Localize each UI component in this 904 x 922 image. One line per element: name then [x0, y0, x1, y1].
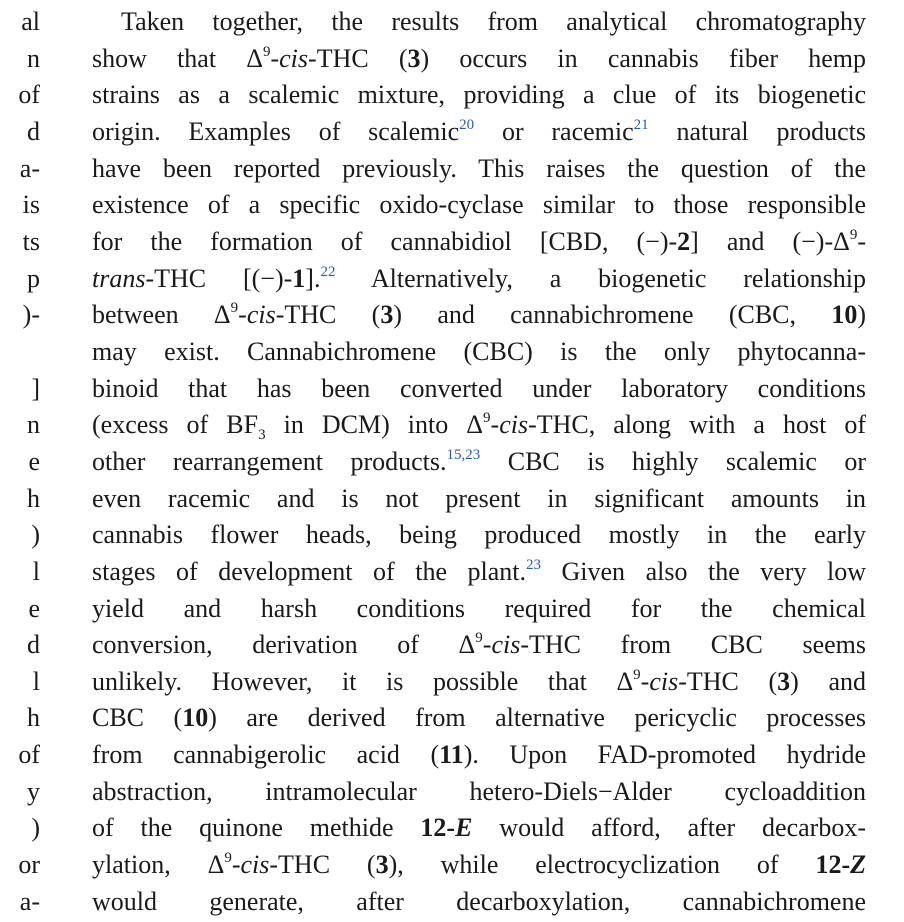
text-run: ), while electrocyclization of [388, 850, 816, 880]
text-run: may exist. Cannabichromene (CBC) is the only phytocanna- [92, 336, 866, 366]
compound-number: 12- [420, 813, 456, 843]
left-column-line-fragment: e [28, 446, 40, 476]
text-run: Given also the very low [541, 556, 866, 586]
compound-number: 12- [815, 850, 851, 880]
text-run: -THC [(−)- [145, 263, 293, 293]
text-line [92, 114, 866, 151]
compound-number: 2 [677, 226, 691, 256]
text-run: Taken together, the results from analytical chromatography [121, 7, 866, 36]
italic-text: cis [246, 300, 276, 330]
left-column-line-fragment: al [21, 7, 40, 36]
subscript: 3 [258, 427, 266, 444]
text-run: in DCM) into Δ [265, 410, 484, 440]
text-run: origin. Examples of scalemic [92, 116, 460, 146]
text-run: unlikely. However, it is possible that Δ [92, 666, 634, 696]
text-line [92, 444, 866, 481]
compound-isomer: Z [850, 850, 866, 880]
left-column-line-fragment: h [27, 703, 40, 733]
left-column-line-fragment: of [18, 740, 40, 770]
italic-text: cis [240, 850, 270, 880]
text-line [92, 407, 866, 444]
text-run: -THC from CBC seems [520, 630, 866, 660]
text-run: abstraction, intramolecular hetero-Diels−Alder cycloaddition [92, 776, 866, 806]
text-run: would generate, after decarboxylation, cannabichromene [92, 886, 866, 916]
text-run: for the formation of cannabidiol [CBD, (−)- [92, 226, 678, 256]
text-run: show that Δ [92, 43, 263, 73]
text-run: existence of a specific oxido-cyclase similar to those responsible [92, 190, 866, 220]
compound-number: 1 [292, 263, 306, 293]
left-column-line-fragment: y [27, 776, 40, 806]
left-column-line-fragment: l [32, 666, 40, 696]
text-run: cannabis flower heads, being produced mostly in the early [92, 520, 866, 550]
superscript: 9 [262, 43, 271, 60]
text-line [92, 297, 866, 334]
adjacent-column-fragment [0, 4, 40, 920]
text-line [92, 700, 866, 737]
text-line [92, 737, 866, 774]
citation-link[interactable]: 15,23 [446, 446, 481, 463]
text-line [92, 371, 866, 408]
text-run: from cannabigerolic acid ( [92, 740, 440, 770]
text-line [92, 554, 866, 591]
left-column-line-fragment: a- [19, 153, 40, 183]
text-run: ) and [790, 666, 866, 696]
text-line [92, 847, 866, 884]
text-run: other rearrangement products. [92, 446, 447, 476]
text-line [92, 664, 866, 701]
text-run: ). Upon FAD-promoted hydride [463, 740, 867, 770]
text-line [92, 627, 866, 664]
compound-number: 3 [380, 300, 394, 330]
left-column-line-fragment: ) [31, 813, 40, 843]
text-run: -THC, along with a host of [528, 410, 866, 440]
text-line [92, 591, 866, 628]
text-run: - [238, 300, 247, 330]
left-column-line-fragment: of [18, 80, 40, 110]
text-line [92, 187, 866, 224]
left-column-line-fragment: h [27, 483, 40, 513]
citation-link[interactable]: 22 [320, 263, 336, 280]
text-run: ] and (−)-Δ [690, 226, 850, 256]
left-column-line-fragment [0, 334, 40, 371]
left-column-line-fragment: e [28, 593, 40, 623]
superscript: 9 [633, 666, 641, 683]
text-run: - [490, 410, 500, 440]
text-run: would afford, after decarbox- [472, 813, 866, 843]
text-line [92, 774, 866, 811]
citation-link[interactable]: 23 [526, 556, 541, 573]
compound-number: 10 [182, 703, 209, 733]
superscript: 9 [230, 300, 239, 317]
text-run: yield and harsh conditions required for the chemical [92, 593, 866, 623]
left-column-line-fragment: l [32, 556, 40, 586]
text-run: -THC ( [269, 850, 376, 880]
text-run: -THC ( [308, 43, 408, 73]
text-line [92, 261, 866, 298]
text-run: conversion, derivation of Δ [92, 630, 476, 660]
text-run: CBC is highly scalemic or [480, 446, 866, 476]
compound-number: 3 [777, 666, 791, 696]
left-column-line-fragment: d [27, 116, 40, 146]
text-run: - [857, 226, 866, 256]
compound-isomer: E [455, 813, 473, 843]
text-run: -THC ( [275, 300, 381, 330]
left-column-line-fragment: or [18, 850, 40, 880]
superscript: 9 [849, 226, 858, 243]
text-run: strains as a scalemic mixture, providing a clue of its biogenetic [92, 80, 866, 110]
text-line [92, 481, 866, 518]
text-line [92, 77, 866, 114]
text-run: binoid that has been converted under laboratory conditions [92, 373, 866, 403]
left-column-line-fragment: n [27, 410, 40, 440]
text-run: ]. [305, 263, 321, 293]
text-run: - [270, 43, 280, 73]
left-column-line-fragment: )- [22, 300, 40, 330]
text-run: CBC ( [92, 703, 183, 733]
italic-text: trans [92, 263, 146, 293]
superscript: 9 [224, 850, 232, 867]
text-line [92, 4, 866, 41]
text-run: ) are derived from alternative pericyclic processes [208, 703, 867, 733]
citation-link[interactable]: 21 [633, 116, 649, 133]
text-run: even racemic and is not present in significant amounts in [92, 483, 866, 513]
text-line [92, 41, 866, 78]
left-column-line-fragment: ) [31, 520, 40, 550]
text-run: (excess of BF [92, 410, 259, 440]
text-run: - [640, 666, 650, 696]
citation-link[interactable]: 20 [459, 116, 475, 133]
text-line [92, 151, 866, 188]
text-run: natural products [648, 116, 866, 146]
text-run: between Δ [92, 300, 231, 330]
text-line [92, 810, 866, 847]
text-run: of the quinone methide [92, 813, 421, 843]
italic-text: cis [649, 666, 679, 696]
text-line [92, 334, 866, 371]
compound-number: 10 [831, 300, 858, 330]
text-line [92, 224, 866, 261]
italic-text: cis [491, 630, 521, 660]
compound-number: 3 [407, 43, 421, 73]
text-run: ) occurs in cannabis fiber hemp [420, 43, 866, 73]
text-run: Alternatively, a biogenetic relationship [335, 263, 866, 293]
paragraph [92, 4, 866, 920]
text-run: ) and cannabichromene (CBC, [393, 300, 832, 330]
italic-text: cis [279, 43, 309, 73]
left-column-line-fragment: a- [19, 886, 40, 916]
italic-text: cis [499, 410, 529, 440]
left-column-line-fragment: d [27, 630, 40, 660]
superscript: 9 [475, 630, 483, 647]
text-run: stages of development of the plant. [92, 556, 526, 586]
left-column-line-fragment: is [22, 190, 40, 220]
left-column-line-fragment: ts [22, 226, 40, 256]
text-line [92, 884, 866, 921]
text-run: - [231, 850, 241, 880]
text-run: have been reported previously. This raises the question of the [92, 153, 866, 183]
compound-number: 11 [439, 740, 464, 770]
left-column-line-fragment: ] [31, 373, 40, 403]
compound-number: 3 [375, 850, 389, 880]
text-run: or racemic [474, 116, 634, 146]
superscript: 9 [483, 410, 491, 427]
text-run: ylation, Δ [92, 850, 225, 880]
text-run: ) [857, 300, 866, 330]
text-run: - [482, 630, 492, 660]
text-line [92, 517, 866, 554]
left-column-line-fragment: n [27, 43, 40, 73]
left-column-line-fragment: p [27, 263, 40, 293]
text-run: -THC ( [678, 666, 778, 696]
